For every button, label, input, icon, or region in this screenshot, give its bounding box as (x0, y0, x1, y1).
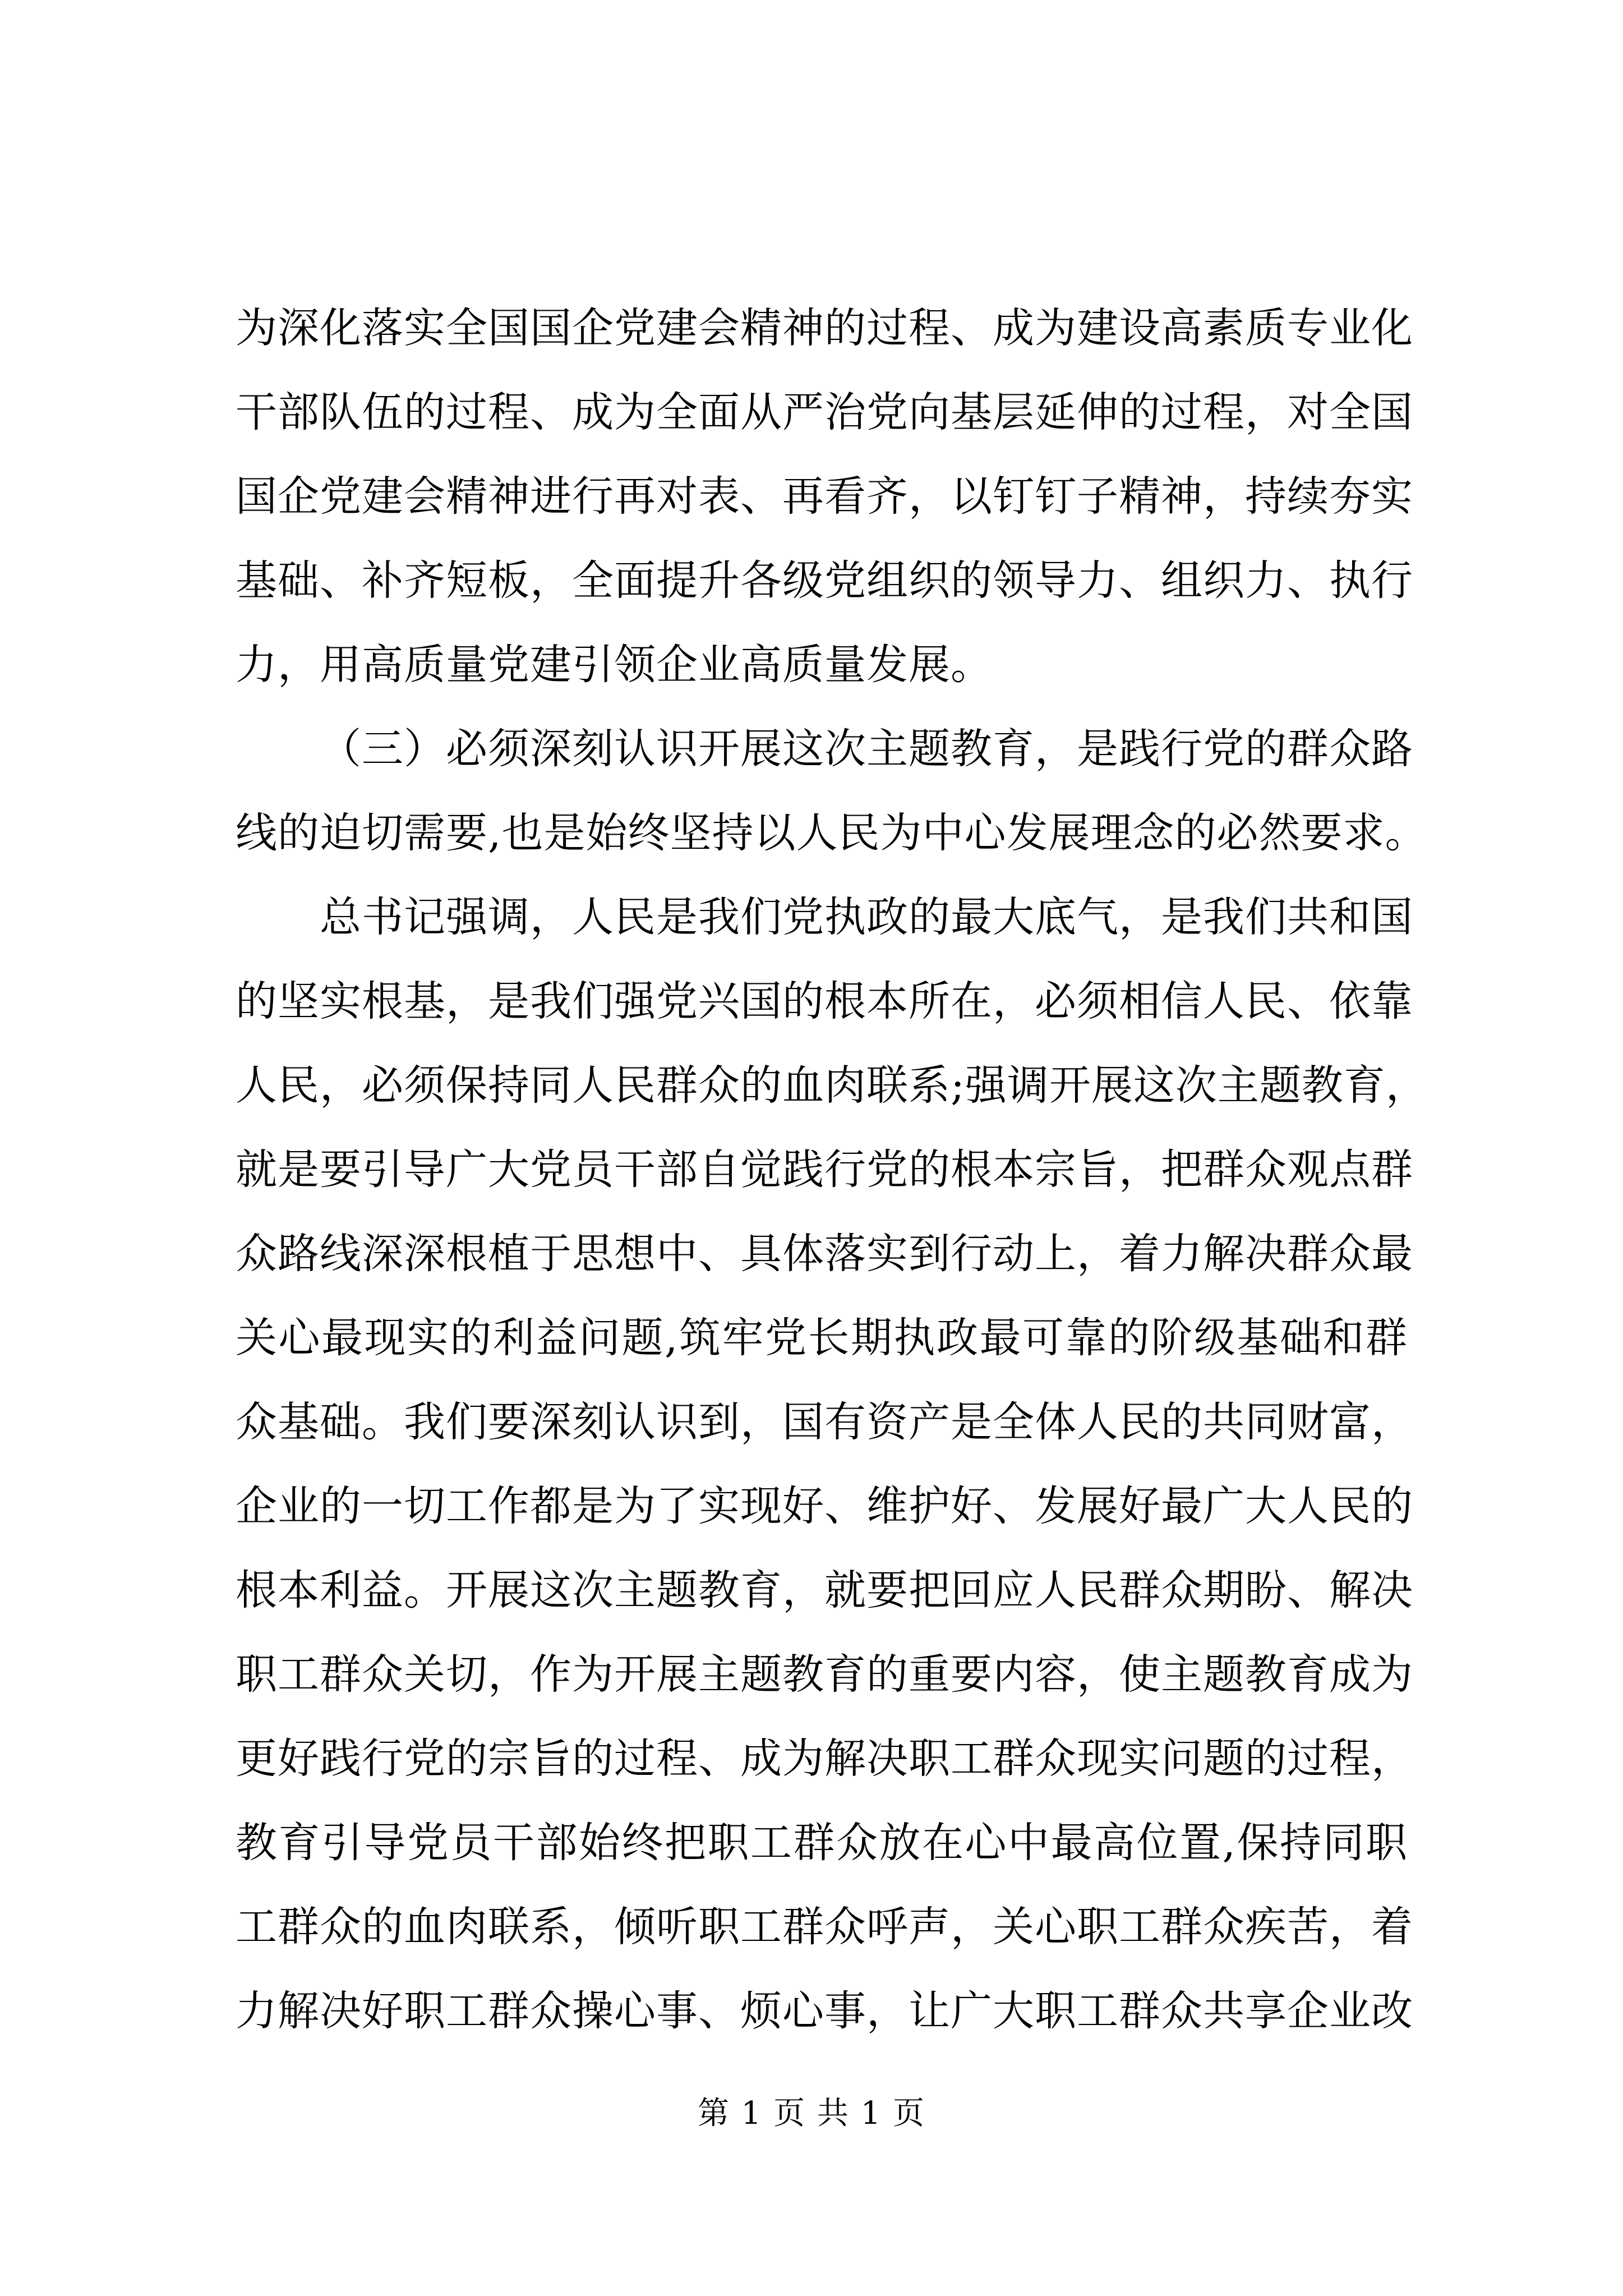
page-number-footer: 第 1 页 共 1 页 (697, 2095, 926, 2132)
paragraph-1-line-2: 干部队伍的过程、成为全面从严治党向基层延伸的过程，对全国 (236, 388, 1413, 436)
paragraph-3-line-8: 企业的一切工作都是为了实现好、维护好、发展好最广大人民的 (236, 1482, 1413, 1530)
paragraph-3-line-11: 更好践行党的宗旨的过程、成为解决职工群众现实问题的过程， (236, 1734, 1413, 1783)
paragraph-3-line-6: 关心最现实的利益问题,筑牢党长期执政最可靠的阶级基础和群 (236, 1314, 1408, 1362)
paragraph-3-line-3: 人民，必须保持同人民群众的血肉联系;强调开展这次主题教育， (236, 1061, 1428, 1110)
paragraph-1-line-3: 国企党建会精神进行再对表、再看齐，以钉钉子精神，持续夯实 (236, 472, 1413, 521)
paragraph-1-line-4: 基础、补齐短板，全面提升各级党组织的领导力、组织力、执行 (236, 556, 1413, 605)
paragraph-3-line-14: 力解决好职工群众操心事、烦心事，让广大职工群众共享企业改 (236, 1987, 1413, 2035)
paragraph-3-line-2: 的坚实根基，是我们强党兴国的根本所在，必须相信人民、依靠 (236, 977, 1413, 1025)
paragraph-3-line-5: 众路线深深根植于思想中、具体落实到行动上，着力解决群众最 (236, 1230, 1413, 1278)
paragraph-3-line-9: 根本利益。开展这次主题教育，就要把回应人民群众期盼、解决 (236, 1566, 1413, 1614)
paragraph-1-line-5: 力，用高质量党建引领企业高质量发展。 (236, 641, 993, 689)
paragraph-1-line-1: 为深化落实全国国企党建会精神的过程、成为建设高素质专业化 (236, 304, 1413, 352)
paragraph-3-line-10: 职工群众关切，作为开展主题教育的重要内容，使主题教育成为 (236, 1650, 1413, 1699)
paragraph-3-line-1: 总书记强调，人民是我们党执政的最大底气，是我们共和国 (320, 893, 1413, 941)
paragraph-3-line-7: 众基础。我们要深刻认识到，国有资产是全体人民的共同财富， (236, 1398, 1413, 1446)
paragraph-2-line-2: 线的迫切需要,也是始终坚持以人民为中心发展理念的必然要求。 (236, 809, 1427, 857)
paragraph-3-line-4: 就是要引导广大党员干部自觉践行党的根本宗旨，把群众观点群 (236, 1145, 1413, 1194)
paragraph-3-line-13: 工群众的血肉联系，倾听职工群众呼声，关心职工群众疾苦，着 (236, 1903, 1413, 1951)
paragraph-3-line-12: 教育引导党员干部始终把职工群众放在心中最高位置,保持同职 (236, 1819, 1408, 1867)
document-body (236, 286, 1428, 2053)
paragraph-2-line-1: （三）必须深刻认识开展这次主题教育，是践行党的群众路 (320, 725, 1413, 773)
